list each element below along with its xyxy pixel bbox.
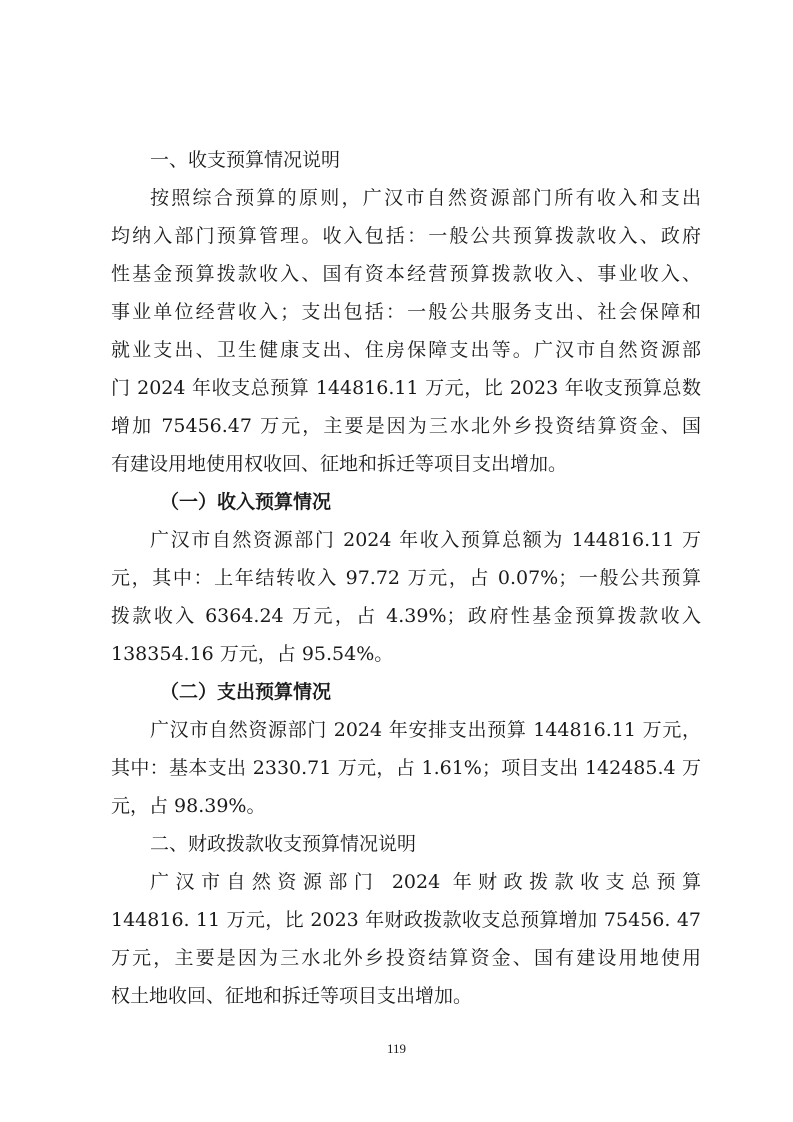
paragraph-line: 万元，主要是因为三水北外乡投资结算资金、国有建设用地使用 — [111, 947, 701, 969]
paragraph-line: 拨款收入 6364.24 万元，占 4.39%；政府性基金预算拨款收入 — [111, 605, 701, 627]
paragraph-line: 有建设用地使用权收回、征地和拆迁等项目支出增加。 — [111, 453, 568, 475]
paragraph-line: 144816. 11 万元，比 2023 年财政拨款收支总预算增加 75456. 47 — [111, 909, 701, 931]
paragraph-line: 就业支出、卫生健康支出、住房保障支出等。广汉市自然资源部 — [111, 339, 701, 361]
paragraph-line: 按照综合预算的原则，广汉市自然资源部门所有收入和支出 — [150, 187, 701, 209]
paragraph-line: 均纳入部门预算管理。收入包括：一般公共预算拨款收入、政府 — [111, 225, 701, 247]
paragraph-line: 性基金预算拨款收入、国有资本经营预算拨款收入、事业收入、 — [111, 263, 701, 285]
paragraph-line: 广汉市自然资源部门 2024 年财政拨款收支总预算 — [150, 871, 701, 893]
paragraph-line: 增加 75456.47 万元，主要是因为三水北外乡投资结算资金、国 — [111, 415, 701, 437]
paragraph-line: 广汉市自然资源部门 2024 年收入预算总额为 144816.11 万 — [150, 529, 701, 551]
section-heading-fiscal-appropriation: 二、财政拨款收支预算情况说明 — [150, 833, 417, 855]
page-number: 119 — [386, 1041, 407, 1056]
paragraph-line: 其中：基本支出 2330.71 万元，占 1.61%；项目支出 142485.4 万 — [111, 757, 701, 779]
paragraph-line: 门 2024 年收支总预算 144816.11 万元，比 2023 年收支预算总数 — [111, 377, 701, 399]
paragraph-line: 广汉市自然资源部门 2024 年安排支出预算 144816.11 万元， — [150, 719, 701, 741]
paragraph-line: 元，其中：上年结转收入 97.72 万元，占 0.07%；一般公共预算 — [111, 567, 701, 589]
paragraph-line: 138354.16 万元，占 95.54%。 — [111, 643, 394, 665]
section-heading-income-budget: （一）收入预算情况 — [160, 491, 332, 513]
paragraph-line: 权土地收回、征地和拆迁等项目支出增加。 — [111, 985, 473, 1007]
paragraph-line: 事业单位经营收入；支出包括：一般公共服务支出、社会保障和 — [111, 301, 701, 323]
section-heading-expenditure-budget: （二）支出预算情况 — [160, 681, 332, 703]
paragraph-line: 元，占 98.39%。 — [111, 795, 266, 817]
section-heading-budget-overview: 一、收支预算情况说明 — [150, 149, 341, 171]
